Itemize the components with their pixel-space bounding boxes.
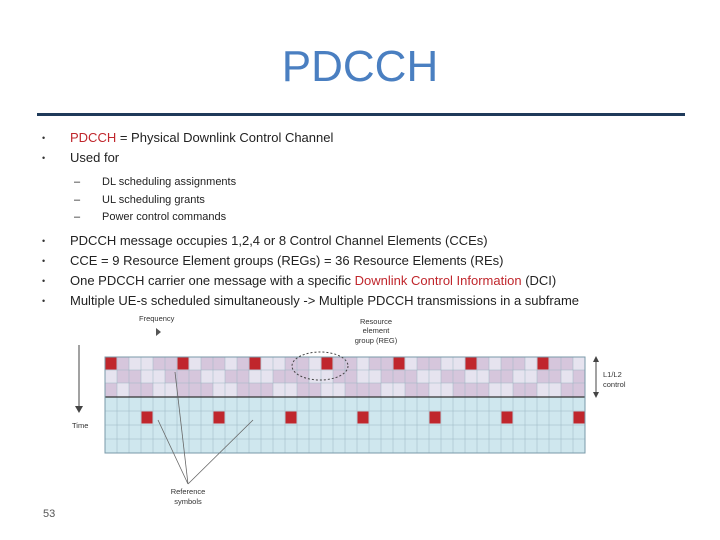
resource-grid xyxy=(105,357,585,453)
frequency-label: Frequency xyxy=(139,314,175,323)
time-label: Time xyxy=(72,421,89,430)
reg-cell xyxy=(201,357,213,370)
bullet-dot-icon: • xyxy=(42,275,46,286)
control-down-arrow-icon xyxy=(593,392,599,398)
reg-cell xyxy=(153,357,165,370)
reg-cell xyxy=(129,370,141,383)
reference-symbol xyxy=(106,358,117,370)
control-up-arrow-icon xyxy=(593,356,599,362)
dash-icon: – xyxy=(74,176,81,188)
reg-cell xyxy=(177,370,189,383)
reg-cell xyxy=(165,357,177,370)
reg-cell xyxy=(213,357,225,370)
reg-cell xyxy=(417,357,429,370)
control-label-line-2: control xyxy=(603,380,626,389)
reg-cell xyxy=(285,357,297,370)
reference-symbol xyxy=(286,412,297,424)
reg-cell xyxy=(465,383,477,397)
reg-cell xyxy=(129,383,141,397)
reg-cell xyxy=(345,370,357,383)
reg-cell xyxy=(513,357,525,370)
reg-cell xyxy=(297,383,309,397)
reg-cell xyxy=(489,370,501,383)
reference-symbol xyxy=(502,412,513,424)
bullet-text-run: CCE = 9 Resource Element groups (REGs) = 36 Resource Elements (REs) xyxy=(70,252,504,268)
reg-cell xyxy=(549,357,561,370)
reg-cell xyxy=(537,370,549,383)
bullet-text-run: = Physical Downlink Control Channel xyxy=(116,130,334,145)
reg-cell xyxy=(441,370,453,383)
reg-cell xyxy=(237,383,249,397)
reg-cell xyxy=(513,383,525,397)
bullet-dot-icon: • xyxy=(42,235,46,246)
reg-cell xyxy=(237,370,249,383)
time-arrow-icon xyxy=(75,406,83,413)
reg-cell xyxy=(525,383,537,397)
reg-cell xyxy=(417,383,429,397)
reg-cell xyxy=(453,383,465,397)
bullet-text-run: PDCCH message occupies 1,2,4 or 8 Control Channel Elements (CCEs) xyxy=(70,232,488,248)
reg-label-line-2: element xyxy=(362,326,390,335)
reg-cell xyxy=(189,383,201,397)
reference-symbol xyxy=(322,358,333,370)
reg-cell xyxy=(297,370,309,383)
page-title: PDCCH xyxy=(281,42,439,91)
reference-symbol xyxy=(466,358,477,370)
sub-bullet-text: UL scheduling grants xyxy=(102,193,205,206)
reg-cell xyxy=(369,357,381,370)
reg-cell xyxy=(405,383,417,397)
reference-label-line-1: Reference xyxy=(170,487,206,496)
reg-cell xyxy=(117,370,129,383)
reg-cell xyxy=(501,357,513,370)
reg-label-line-1: Resource xyxy=(359,317,393,326)
reg-cell xyxy=(345,357,357,370)
bullet-text-run: Multiple UE-s scheduled simultaneously -> Multiple PDCCH transmissions in a subframe xyxy=(70,292,579,308)
bullet-text-run: (DCI) xyxy=(521,272,557,288)
reg-cell xyxy=(369,383,381,397)
reg-cell xyxy=(237,357,249,370)
reg-cell xyxy=(297,357,309,370)
reference-symbol xyxy=(250,358,261,370)
sub-bullet-text: Power control commands xyxy=(102,211,227,223)
reg-cell xyxy=(549,370,561,383)
reg-label-line-3: group (REG) xyxy=(354,336,398,345)
reg-cell xyxy=(381,357,393,370)
reg-cell xyxy=(405,370,417,383)
page-number: 53 xyxy=(43,508,56,520)
reg-cell xyxy=(573,370,585,383)
reg-cell xyxy=(117,357,129,370)
reference-symbol xyxy=(538,358,549,370)
reg-cell xyxy=(561,357,573,370)
bullet-dot-icon: • xyxy=(42,255,46,266)
dash-icon: – xyxy=(74,193,81,206)
reg-cell xyxy=(273,370,285,383)
reg-cell xyxy=(333,357,345,370)
reg-cell xyxy=(357,383,369,397)
reg-cell xyxy=(477,357,489,370)
sub-bullet-text: DL scheduling assignments xyxy=(102,176,237,188)
reg-cell xyxy=(573,383,585,397)
reference-symbol xyxy=(430,412,441,424)
reg-cell xyxy=(393,370,405,383)
reg-cell xyxy=(225,370,237,383)
bullet-text-run: One PDCCH carrier one message with a specific xyxy=(70,272,355,288)
reg-cell xyxy=(141,383,153,397)
reference-symbol xyxy=(394,358,405,370)
reference-symbol xyxy=(214,412,225,424)
bullet-dot-icon: • xyxy=(42,295,46,306)
reg-cell xyxy=(345,383,357,397)
reg-cell xyxy=(453,370,465,383)
bullet-text-run: Used for xyxy=(70,150,120,165)
reference-symbol xyxy=(142,412,153,424)
reg-cell xyxy=(177,383,189,397)
reference-symbol xyxy=(574,412,585,424)
reg-cell xyxy=(381,370,393,383)
reg-cell xyxy=(261,383,273,397)
reg-cell xyxy=(309,383,321,397)
dash-icon: – xyxy=(74,211,81,223)
highlighted-term: PDCCH xyxy=(70,130,117,145)
reg-cell xyxy=(189,370,201,383)
reg-cell xyxy=(429,357,441,370)
reg-cell xyxy=(477,383,489,397)
reg-cell xyxy=(333,370,345,383)
reference-symbol xyxy=(358,412,369,424)
reg-cell xyxy=(561,383,573,397)
reference-symbol xyxy=(178,358,189,370)
reg-cell xyxy=(201,383,213,397)
bullet-dot-icon: • xyxy=(42,153,46,163)
control-label-line-1: L1/L2 xyxy=(603,370,622,379)
reference-label-line-2: symbols xyxy=(174,497,202,506)
reg-cell xyxy=(249,383,261,397)
frequency-arrow-icon xyxy=(156,328,161,336)
reg-cell xyxy=(105,383,117,397)
highlighted-term: Downlink Control Information xyxy=(354,272,522,288)
bullet-dot-icon: • xyxy=(42,133,46,143)
reg-cell xyxy=(501,370,513,383)
